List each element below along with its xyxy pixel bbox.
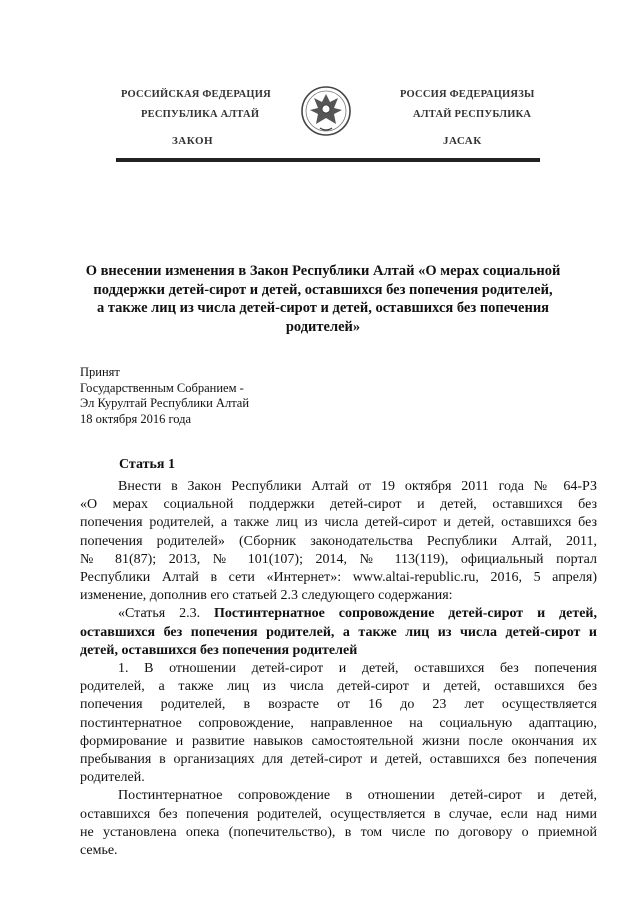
body-line: постинтернатное сопровождение, направленное на социальную адаптацию, [80, 715, 597, 731]
body-line: изменение, дополнив его статьей 2.3 следующего содержания: [80, 588, 453, 604]
article-2-3-title-line: оставшихся без попечения родителей, а также лиц из числа детей-сирот и [80, 624, 597, 640]
article-2-3-heading-line [80, 605, 597, 623]
header-right-law: JАСАК [443, 135, 482, 147]
title-line: родителей» [285, 318, 361, 335]
body-line: Республики Алтай в сети «Интернет»: www.altai-republic.ru, 2016, 5 апреля) [80, 570, 597, 586]
body-line: Внести в Закон Республики Алтай от 19 октября 2011 года № 64-РЗ [118, 479, 597, 494]
body-line: Постинтернатное сопровождение в отношении детей-сирот и детей, [118, 788, 597, 804]
body-line: родителей. [80, 770, 145, 786]
body-line: «О мерах социальной поддержки детей-сирот и детей, оставшихся без [80, 497, 597, 513]
body-line: семье. [80, 843, 118, 859]
body-line: не установлена опека (попечительство), в том числе по договору о приемной [80, 824, 597, 840]
body-line: 1. В отношении детей-сирот и детей, оставшихся без попечения [118, 661, 597, 677]
document-title [70, 262, 576, 336]
body-line: попечения родителей, в возрасте от 16 до 23 лет осуществляется [80, 697, 597, 713]
header-left-republic: РЕСПУБЛИКА АЛТАЙ [141, 109, 260, 120]
body-line: попечения родителей» (Сборник законодательства Республики Алтай, 2011, [80, 533, 597, 549]
body-line: № 81(87); 2013, № 101(107); 2014, № 113(119), официальный портал [80, 551, 597, 567]
header-right-federation: РОССИЯ ФЕДЕРАЦИЯЗЫ [400, 89, 535, 100]
title-line: О внесении изменения в Закон Республики Алтай «О мерах социальной [85, 263, 561, 279]
body-line: формирование и развитие навыков самостоятельной жизни после окончания их [80, 733, 597, 749]
article-2-3-title-line: детей, оставшихся без попечения родителей [80, 642, 358, 658]
title-line: поддержки детей-сирот и детей, оставшихся без попечения родителей, [93, 281, 553, 298]
article-heading: Статья 1 [119, 457, 175, 472]
accepted-line: Эл Курултай Республики Алтай [80, 396, 250, 410]
title-line: а также лиц из числа детей-сирот и детей, оставшихся без попечения [96, 300, 550, 316]
article-2-3-prefix: «Статья 2.3. [118, 606, 215, 622]
body-line: родителей, а также лиц из числа детей-сирот и детей, оставшихся без [80, 679, 597, 695]
header-divider [116, 158, 540, 162]
header-left-law: ЗАКОН [172, 135, 214, 147]
coat-of-arms-icon [300, 82, 352, 140]
accepted-line: Принят [80, 365, 120, 379]
body-line: пребывания в организациях для детей-сирот и детей, оставшихся без попечения [80, 752, 597, 768]
body-line: попечения родителей, а также лиц из числа детей-сирот и детей, оставшихся без [80, 515, 597, 531]
header-left-federation: РОССИЙСКАЯ ФЕДЕРАЦИЯ [121, 89, 271, 100]
accepted-date: 18 октября 2016 года [80, 411, 192, 426]
article-2-3-title: Постинтернатное сопровождение детей-сирот и детей, [214, 606, 597, 622]
body-line: оставшихся без попечения родителей, осуществляется в случае, если над ними [80, 806, 597, 822]
accepted-block [80, 365, 249, 427]
article-body [80, 478, 597, 860]
accepted-line: Государственным Собранием - [80, 380, 244, 395]
header-right-republic: АЛТАЙ РЕСПУБЛИКА [413, 109, 532, 120]
